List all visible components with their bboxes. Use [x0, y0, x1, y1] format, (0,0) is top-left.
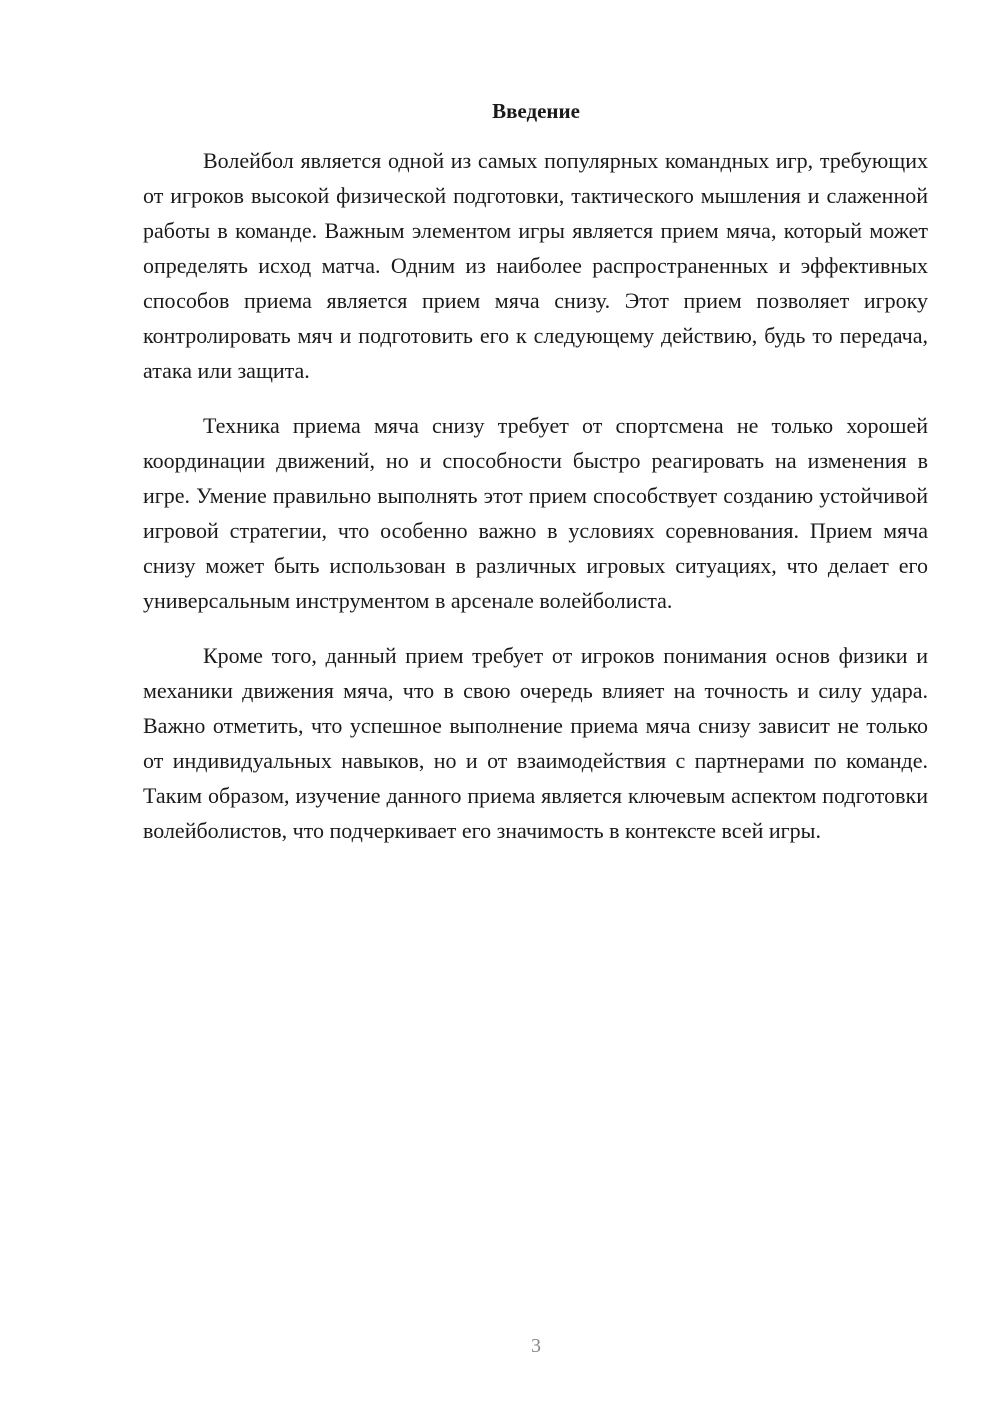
paragraph-technique: Техника приема мяча снизу требует от спортсмена не только хорошей координации движений, но и способности быстро реагировать на изменения в игре. Умение правильно выполнять этот прием способствует созданию устойчивой игровой стратегии, что особенно важно в условиях соревнования. Прием мяча снизу может быть использован в различных игровых ситуациях, что делает его универсальным инструментом в арсенале волейболиста. [143, 413, 928, 613]
paragraph-intro: Волейбол является одной из самых популярных командных игр, требующих от игроков высокой физической подготовки, тактического мышления и слаженной работы в команде. Важным элементом игры является прием мяча, который может определять исход матча. Одним из наиболее распространенных и эффективных способов приема является прием мяча снизу. Этот прием позволяет игроку контролировать мяч и подготовить его к следующему действию, будь то передача, атака или защита. [143, 148, 928, 383]
section-heading: Введение [492, 99, 580, 123]
body-text [143, 143, 928, 848]
page-number: 3 [531, 1335, 541, 1357]
paragraph-physics: Кроме того, данный прием требует от игроков понимания основ физики и механики движения мяча, что в свою очередь влияет на точность и силу удара. Важно отметить, что успешное выполнение приема мяча снизу зависит не только от индивидуальных навыков, но и от взаимодействия с партнерами по команде. Таким образом, изучение данного приема является ключевым аспектом подготовки волейболистов, что подчеркивает его значимость в контексте всей игры. [143, 643, 928, 843]
